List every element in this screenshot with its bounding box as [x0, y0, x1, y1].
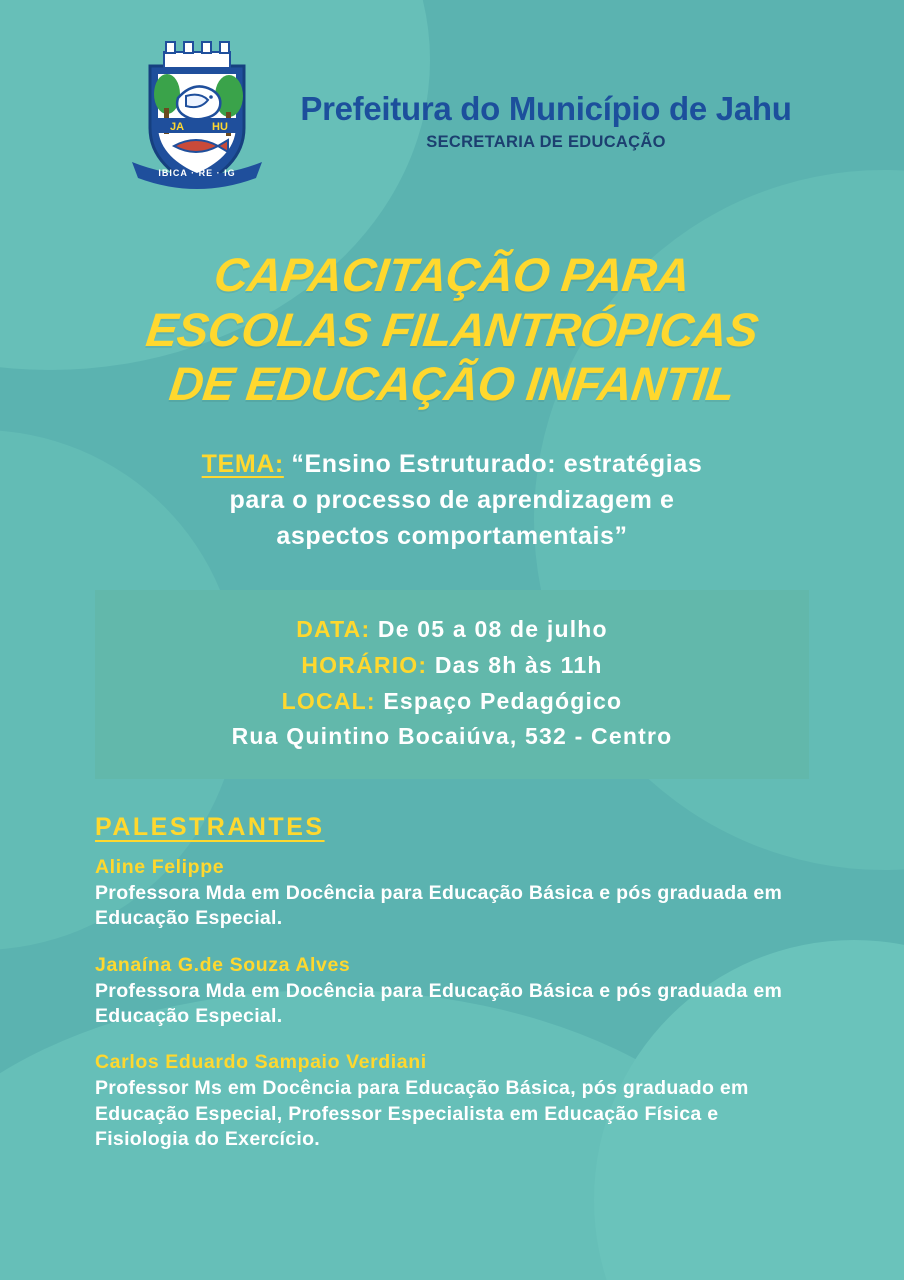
event-title-line-2: ESCOLAS FILANTRÓPICAS: [143, 302, 761, 356]
event-location-value: Espaço Pedagógico: [383, 687, 623, 714]
theme-line-2: para o processo de aprendizagem e: [229, 485, 675, 514]
theme-label: TEMA:: [201, 449, 284, 478]
svg-text:IBICA · RE · IG: IBICA · RE · IG: [158, 168, 236, 178]
event-address: Rua Quintino Bocaiúva, 532 - Centro: [231, 723, 673, 750]
speakers-heading: PALESTRANTES: [95, 812, 325, 841]
event-time-row: [105, 648, 799, 684]
theme-line-3: aspectos comportamentais”: [276, 522, 628, 551]
event-time-label: HORÁRIO:: [301, 651, 428, 678]
event-date-value: De 05 a 08 de julho: [377, 616, 608, 643]
event-title-line-3: DE EDUCAÇÃO INFANTIL: [166, 357, 738, 411]
jahu-coat-of-arms-icon: [112, 30, 282, 200]
speaker-item: [95, 954, 809, 1030]
event-theme: [0, 446, 904, 555]
header-text-block: [300, 92, 791, 152]
speaker-name: Aline Felippe: [95, 855, 225, 878]
event-location-row: [105, 684, 799, 720]
theme-line-1: “Ensino Estruturado: estratégias: [291, 449, 703, 478]
event-location-label: LOCAL:: [281, 687, 376, 714]
svg-text:JA: JA: [170, 121, 185, 133]
event-title: [0, 248, 904, 412]
speaker-item: [95, 1051, 809, 1152]
poster-header: [0, 0, 904, 200]
event-date-label: DATA:: [296, 616, 371, 643]
svg-text:HU: HU: [212, 121, 229, 133]
speakers-section: [0, 813, 904, 1152]
event-date-row: [105, 612, 799, 648]
speaker-description: Professora Mda em Docência para Educação Básica e pós graduada em Educação Especial.: [95, 881, 783, 930]
speaker-item: [95, 856, 809, 932]
speaker-name: Carlos Eduardo Sampaio Verdiani: [95, 1051, 427, 1074]
event-title-line-1: CAPACITAÇÃO PARA: [211, 248, 693, 301]
speaker-name: Janaína G.de Souza Alves: [95, 953, 351, 976]
event-details-panel: [95, 590, 809, 779]
speaker-description: Professora Mda em Docência para Educação Básica e pós graduada em Educação Especial.: [95, 979, 783, 1027]
organization-title: Prefeitura do Município de Jahu: [300, 90, 792, 128]
speaker-description: Professor Ms em Docência para Educação Básica, pós graduado em Educação Especial, Professor Especialista em Educação Física e Fisiologia do Exercício.: [95, 1077, 749, 1150]
event-time-value: Das 8h às 11h: [434, 651, 603, 678]
organization-subtitle: SECRETARIA DE EDUCAÇÃO: [426, 132, 666, 151]
